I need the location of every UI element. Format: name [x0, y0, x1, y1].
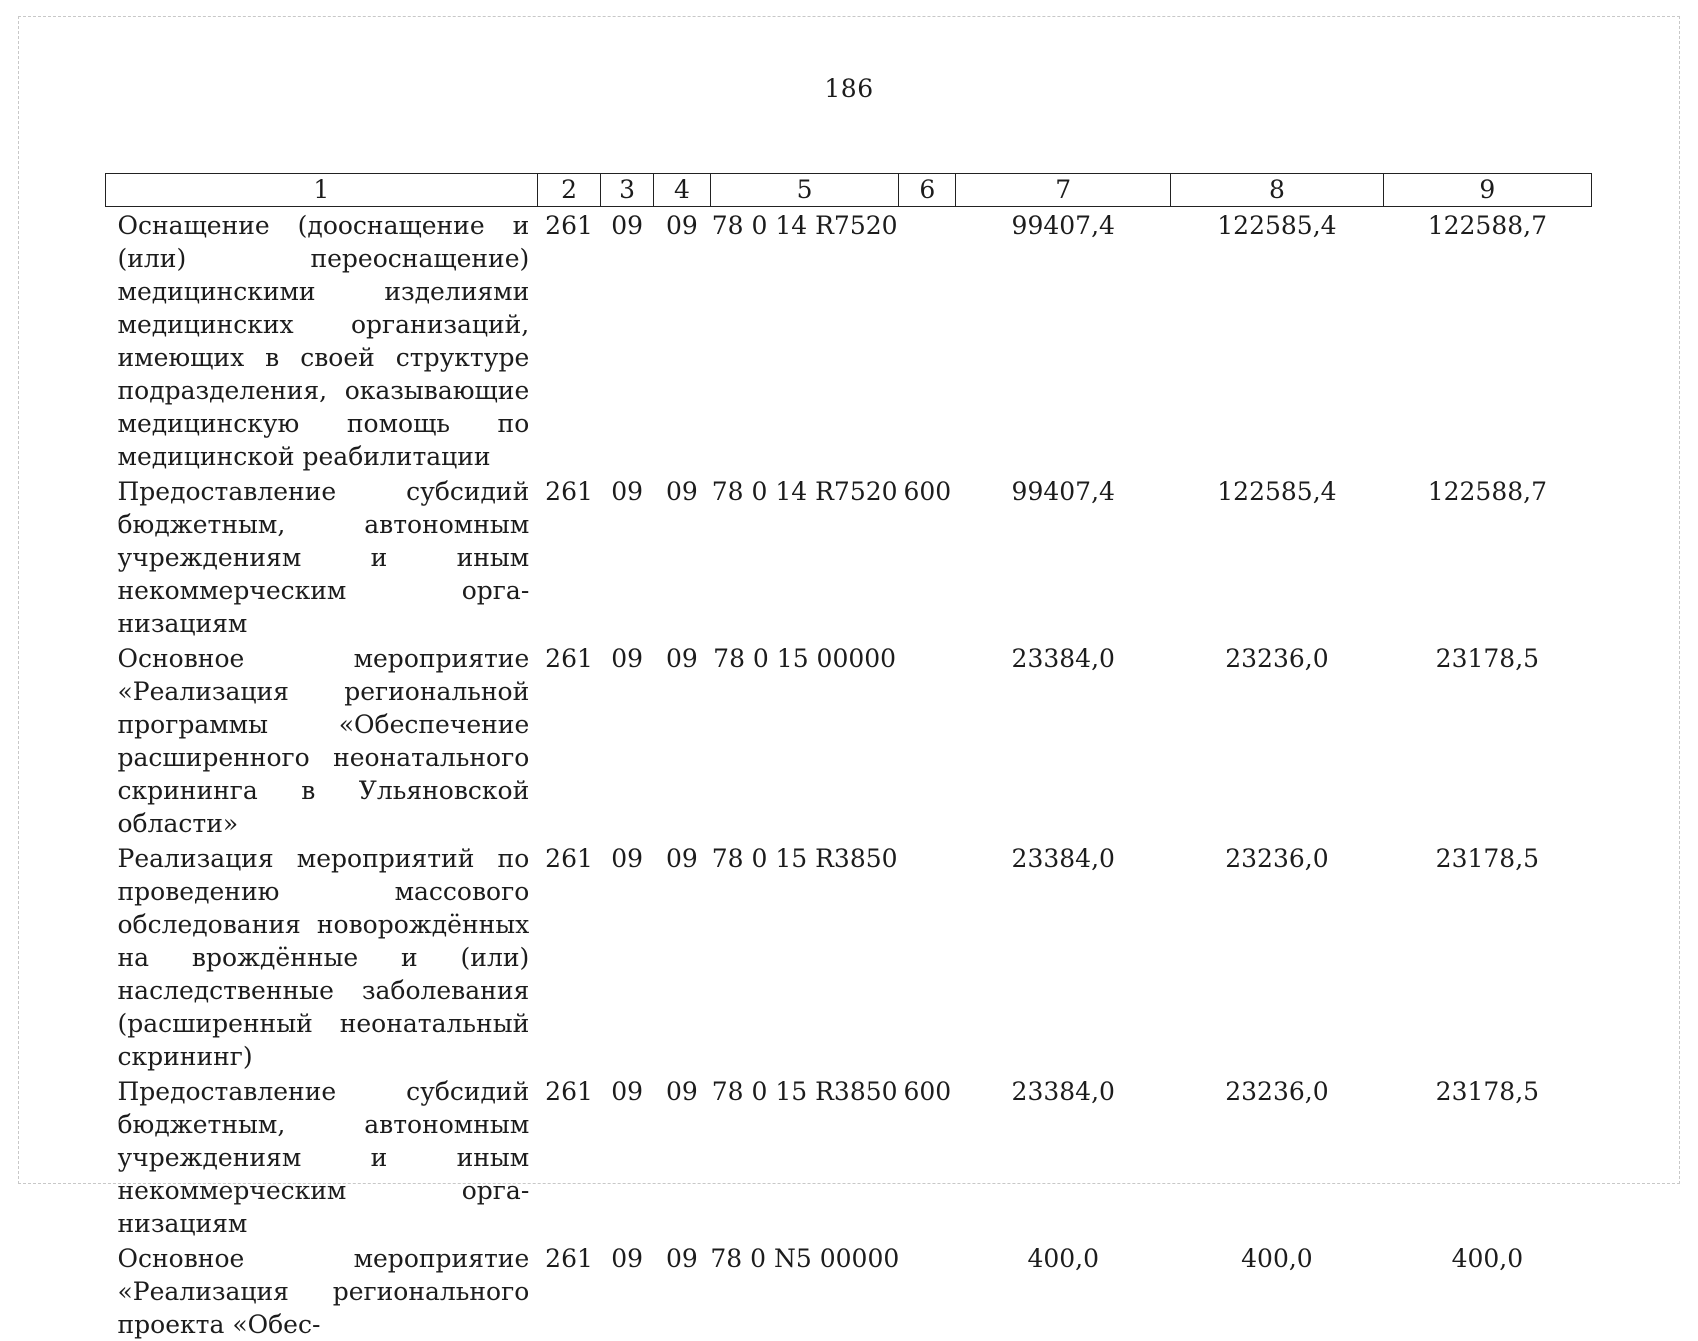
- row-name: Оснащение (дооснащение и (или) переоснащение) медицинскими изделиями медицинских организаций, имеющих в своей структуре подразделения, оказывающие медицинскую помощь по медицинской реабилитации: [117, 211, 530, 471]
- cell-c6: [899, 840, 956, 1073]
- cell-c2: 261: [545, 644, 593, 673]
- cell-c3: 09: [611, 644, 644, 673]
- cell-c7: 23384,0: [1011, 644, 1115, 673]
- cell-c9: 23178,5: [1435, 644, 1540, 673]
- cell-c4: 09: [665, 1077, 698, 1106]
- cell-c9: 23178,5: [1435, 844, 1540, 873]
- cell-c7: 99407,4: [1011, 211, 1115, 240]
- column-header: 9: [1383, 174, 1591, 207]
- page-number: 186: [824, 74, 874, 103]
- cell-c5: 78 0 N5 00000: [710, 1244, 900, 1273]
- cell-c7: 23384,0: [1011, 844, 1115, 873]
- row-name: Реализация мероприятий по проведению массового обследования новорождённых на врождённые и (или) наследственные заболевания (расширенный неонатальный скрининг): [117, 844, 530, 1071]
- cell-c9: 23178,5: [1435, 1077, 1540, 1106]
- cell-c9: 122588,7: [1427, 211, 1548, 240]
- row-name: Основное мероприятие «Реализация региональной программы «Обеспечение расширенного неонатального скрининга в Ульяновской области»: [117, 644, 530, 838]
- cell-c6: [899, 1240, 956, 1341]
- table-row: [106, 640, 1592, 840]
- cell-c4: 09: [665, 477, 698, 506]
- cell-c2: 261: [545, 844, 593, 873]
- cell-c4: 09: [665, 644, 698, 673]
- cell-c6: [899, 207, 956, 474]
- cell-c7: 400,0: [1027, 1244, 1100, 1273]
- cell-c8: 400,0: [1241, 1244, 1313, 1273]
- table-row: [106, 473, 1592, 640]
- cell-c2: 261: [545, 477, 593, 506]
- row-name: Предоставление субсидий бюджетным, автономным учреждениям и иным некоммерческим организациям: [117, 477, 530, 638]
- cell-c6: [899, 640, 956, 840]
- cell-c9: 122588,7: [1427, 477, 1548, 506]
- column-header: 1: [106, 174, 538, 207]
- cell-c8: 122585,4: [1217, 477, 1337, 506]
- row-name: Предоставление субсидий бюджетным, автономным учреждениям и иным некоммерческим организациям: [117, 1077, 530, 1238]
- cell-c3: 09: [611, 844, 644, 873]
- cell-c5: 78 0 14 R7520: [711, 477, 898, 506]
- cell-c3: 09: [611, 1244, 644, 1273]
- cell-c4: 09: [665, 844, 698, 873]
- cell-c5: 78 0 15 R3850: [711, 1077, 898, 1106]
- column-header: 6: [899, 174, 956, 207]
- cell-c3: 09: [611, 1077, 644, 1106]
- cell-c7: 99407,4: [1011, 477, 1115, 506]
- cell-c8: 23236,0: [1225, 1077, 1329, 1106]
- cell-c6: 600: [903, 1077, 952, 1106]
- cell-c3: 09: [611, 211, 644, 240]
- header-row: [106, 174, 1592, 207]
- cell-c2: 261: [545, 1077, 593, 1106]
- column-header: 2: [537, 174, 601, 207]
- row-name: Основное мероприятие «Реализация регионального проекта «Обес-: [117, 1244, 530, 1339]
- cell-c5: 78 0 15 R3850: [711, 844, 898, 873]
- cell-c5: 78 0 15 00000: [713, 644, 897, 673]
- column-header: 4: [653, 174, 710, 207]
- cell-c3: 09: [611, 477, 644, 506]
- column-header: 3: [601, 174, 654, 207]
- cell-c2: 261: [545, 1244, 593, 1273]
- cell-c4: 09: [665, 211, 698, 240]
- table-row: [106, 1073, 1592, 1240]
- cell-c8: 23236,0: [1225, 644, 1329, 673]
- column-header: 7: [956, 174, 1171, 207]
- cell-c6: 600: [903, 477, 952, 506]
- table-row: [106, 1240, 1592, 1341]
- table-row: [106, 840, 1592, 1073]
- cell-c8: 122585,4: [1217, 211, 1337, 240]
- cell-c2: 261: [545, 211, 593, 240]
- budget-table: [105, 173, 1592, 1341]
- cell-c9: 400,0: [1451, 1244, 1524, 1273]
- cell-c7: 23384,0: [1011, 1077, 1115, 1106]
- cell-c8: 23236,0: [1225, 844, 1329, 873]
- column-header: 8: [1171, 174, 1384, 207]
- table-row: [106, 207, 1592, 474]
- cell-c4: 09: [665, 1244, 698, 1273]
- cell-c5: 78 0 14 R7520: [711, 211, 898, 240]
- column-header: 5: [710, 174, 898, 207]
